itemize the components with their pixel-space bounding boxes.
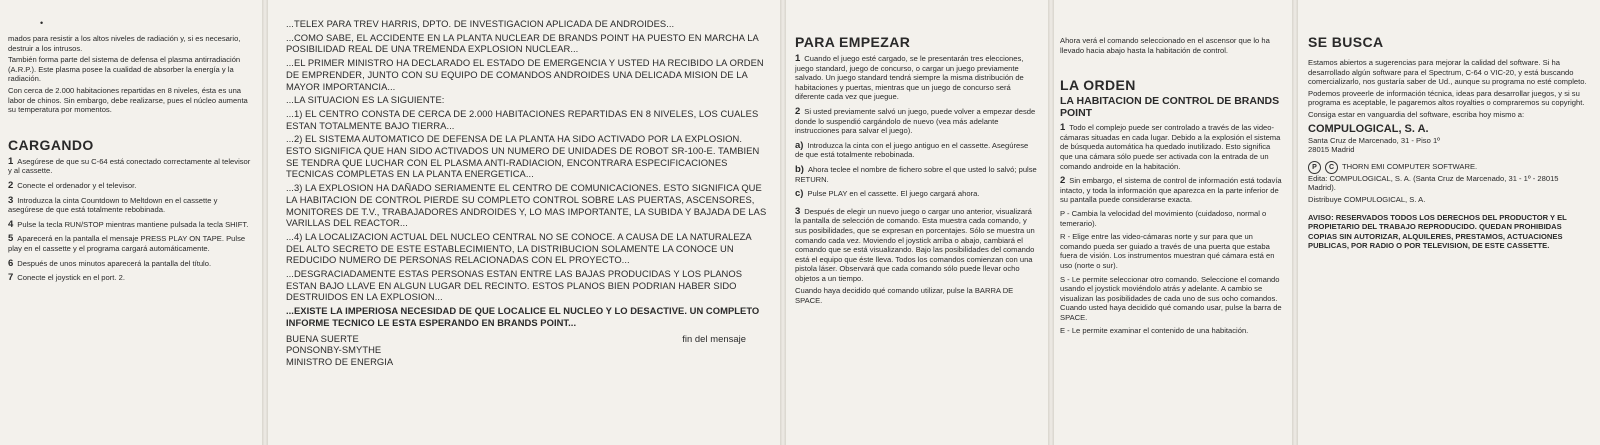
step-text: Conecte el ordenador y el televisor. [17, 180, 137, 190]
wanted-paragraph: Podemos proveerle de información técnica, ideas para desarrollar juegos, y si su programa es aceptable, le pagaremos altos royalties o compraremos su copyright. [1308, 88, 1585, 108]
panel-se-busca [1298, 0, 1600, 445]
step-item [8, 220, 252, 230]
step-number: 2 [8, 179, 14, 191]
edita-text: Edita: COMPULOGICAL, S. A. (Santa Cruz de Marcenado, 31 - 1º - 28015 Madrid). [1308, 173, 1559, 193]
loading-steps [8, 157, 252, 283]
item-number: 2 [795, 105, 801, 117]
control-room-subheading: LA HABITACION DE CONTROL DE BRANDS POINT [1060, 95, 1280, 120]
order-item [1060, 176, 1284, 205]
start-item [795, 54, 1038, 102]
signature-row [286, 333, 746, 345]
signatory-name: PONSONBY-SMYTHE [286, 344, 382, 356]
item-text: Sin embargo, el sistema de control de información está todavía intacto, y toda la información que aparezca en la parte inferior de su pantalla puede considerarse exacta. [1060, 176, 1282, 205]
wanted-paragraph: Consiga estar en vanguardia del software, escriba hoy mismo a: [1308, 109, 1525, 119]
step-number: 3 [8, 194, 14, 206]
item-number: b) [795, 163, 804, 175]
publisher-name: THORN EMI COMPUTER SOFTWARE. [1342, 162, 1478, 172]
step-item [8, 157, 252, 176]
publisher-row [1308, 161, 1588, 174]
cargando-heading: CARGANDO [8, 136, 94, 153]
step-item [8, 196, 252, 215]
wanted-paragraph: Estamos abiertos a sugerencias para mejorar la calidad del software. Si ha desarrollado algún software para el Spectrum, C-64 o VIC-20, y está buscando comercializarlo, nos gustaría saber de Ud., aunque su programa no esté completo. [1308, 58, 1587, 87]
signatory-title: MINISTRO DE ENERGIA [286, 355, 394, 367]
start-item [795, 207, 1038, 284]
start-item [795, 141, 1038, 160]
step-text: Conecte el joystick en el port. 2. [17, 273, 125, 283]
item-text: Pulse PLAY en el cassette. El juego cargará ahora. [807, 189, 980, 199]
start-item [795, 189, 1038, 199]
item-number: 3 [795, 205, 801, 217]
la-orden-heading: LA ORDEN [1060, 77, 1136, 94]
panel-la-orden [1054, 0, 1292, 445]
item-number: 1 [795, 53, 801, 64]
item-text: Ahora teclee el nombre de fichero sobre el que usted lo salvó; pulse RETURN. [795, 164, 1037, 184]
command-key-r: R - Elige entre las video-cámaras norte y sur para que un comando pueda ser guiado a través de una puerta que estaba fuera de visión. Los instrumentos muestran qué cámara está en uso (norte o sur). [1060, 232, 1275, 270]
step-text: Asegúrese de que su C-64 está conectado correctamente al televisor y al cassette. [8, 156, 251, 176]
se-busca-heading: SE BUSCA [1308, 34, 1384, 50]
copyright-icon: C [1325, 161, 1338, 174]
step-item [8, 273, 252, 283]
intro-paragraph: Con cerca de 2.000 habitaciones repartidas en 8 niveles, ésta es una labor de chinos. Sin embargo, debe realizarse, pues el núcleo aumenta su temperatura por momentos. [8, 85, 248, 115]
order-item [1060, 123, 1284, 171]
command-key-e: E - Le permite examinar el contenido de una habitación. [1060, 326, 1249, 336]
item-number: 1 [1060, 122, 1066, 134]
company-name: COMPULOGICAL, S. A. [1308, 122, 1429, 135]
panel-cargando [0, 0, 262, 445]
company-postcode: 28015 Madrid [1308, 145, 1355, 155]
item-text: Después de elegir un nuevo juego o cargar uno anterior, visualizará la pantalla de selección de comando. Esta muestra cada comando, y sus posibilidades, que se expresan en porcentajes. Sólo se muestra un comando cada vez. Moviendo el joystick arriba o abajo, cambiará el comando que se está visualizando. Bajo las posibilidades del comando está el equipo que éste lleva. Todos los comandos comienzan con una pistola láser. Observará que cada comando sólo puede llevar ocho objetos a un tiempo. [795, 206, 1035, 283]
step-item [8, 234, 252, 253]
distribuye-text: Distribuye COMPULOGICAL, S. A. [1308, 194, 1426, 204]
item-number: a) [795, 139, 804, 151]
telex-line: ...4) LA LOCALIZACION ACTUAL DEL NUCLEO CENTRAL NO SE CONOCE. A CAUSA DE LA NATURALEZA DEL ALTO SECRETO DE ESTE ESTABLECIMIENTO, LA DISTRIBUCION SOLAMENTE LA CONOCE UN REDUCIDO NUMERO DE PERSONAS RELACIONADAS CON EL PROYECTO... [286, 230, 752, 266]
intro-paragraph: mados para resistir a los altos niveles de radiación y, si es necesario, destruir a los intrusos. [8, 34, 241, 53]
intro-paragraph: También forma parte del sistema de defensa el plasma antirradiación (A.R.P.). Este plasma posee la cualidad de absorber la energía y la radiación. [8, 55, 241, 84]
company-address: Santa Cruz de Marcenado, 31 - Piso 1º [1308, 135, 1440, 145]
step-item [8, 181, 252, 191]
command-key-p: P - Cambia la velocidad del movimiento (cuidadoso, normal o temerario). [1060, 208, 1267, 228]
intro-text: Ahora verá el comando seleccionado en el ascensor que lo ha llevado hacia abajo hasta la habitación de control. [1060, 36, 1270, 55]
step-number: 6 [8, 257, 14, 269]
start-item [795, 165, 1038, 184]
start-item [795, 107, 1038, 136]
telex-line: ...DESGRACIADAMENTE ESTAS PERSONAS ESTAN ENTRE LAS BAJAS PRODUCIDAS Y LOS PLANOS ESTAN BAJO LLAVE EN ALGUN LUGAR DEL RECINTO. ESTOS PLANOS BIEN PODRIAN HABER SIDO DESTRUIDOS EN LA EXPLOSION... [286, 268, 743, 303]
telex-line: ...3) LA EXPLOSION HA DAÑADO SERIAMENTE EL CENTRO DE COMUNICACIONES. ESTO SIGNIFICA QUE LA HABITACION DE CONTROL PIERDE SU COMPLETO CONTROL SOBRE LAS PUERTAS, ASCENSORES, MONITORES DE T.V., TRABAJADORES ANDROIDES Y, LO MAS IMPORTANTE, LA SUBIDA Y BAJADA DE LAS VARILLAS DEL REACTOR... [286, 182, 767, 229]
sign-off: BUENA SUERTE [286, 332, 359, 344]
end-message: fin del mensaje [682, 332, 746, 344]
telex-line: ...1) EL CENTRO CONSTA DE CERCA DE 2.000 HABITACIONES REPARTIDAS EN 8 NIVELES, LOS CUALES ESTAN TOTALMENTE BAJO TIERRA... [286, 107, 759, 131]
bullet-mark: • [40, 18, 44, 28]
step-text: Introduzca la cinta Countdown to Meltdown en el cassette y asegúrese de que está totalmente rebobinada. [8, 195, 218, 215]
copyright-warning: AVISO: RESERVADOS TODOS LOS DERECHOS DEL PRODUCTOR Y EL PROPIETARIO DEL TRABAJO REPRODUCIDO. QUEDAN PROHIBIDAS COPIAS SIN AUTORIZAR, ALQUILERES, PRESTAMOS, ACTUACIONES PUBLICAS, POR RADIO O POR TELEVISION, DE ESTE CASSETTE. [1308, 212, 1567, 251]
item-text: Todo el complejo puede ser controlado a través de las video-cámaras situadas en cada lugar. Debido a la explosión el sistema de búsqueda automática ha quedado inutilizado. Esto significa que una cámara sólo puede ser activada con la entrada de un comando androide en la habitación. [1060, 123, 1281, 171]
telex-line: ...EL PRIMER MINISTRO HA DECLARADO EL ESTADO DE EMERGENCIA Y USTED HA RECIBIDO LA ORDEN DE EMPRENDER, JUNTO CON SU EQUIPO DE COMANDOS ANDROIDES UNA DELICADA MISION DE LA MAYOR IMPORTANCIA... [286, 57, 764, 92]
step-item [8, 259, 252, 269]
telex-line: ...LA SITUACION ES LA SIGUIENTE: [286, 94, 445, 106]
step-number: 4 [8, 218, 14, 230]
item-number: c) [795, 188, 804, 200]
telex-line: ...COMO SABE, EL ACCIDENTE EN LA PLANTA NUCLEAR DE BRANDS POINT HA PUESTO EN MARCHA LA POSIBILIDAD REAL DE UNA TREMENDA EXPLOSION NUCLEAR... [286, 31, 759, 55]
command-key-s: S - Le permite seleccionar otro comando. Seleccione el comando usando el joystick moviéndolo atrás y adelante. A cambio se visualizan las posibilidades de cada uno de sus ocho comandos. Cuando usted haya decidido qué comando usar, pulse la barra de SPACE. [1060, 274, 1282, 322]
telex-line: ...2) EL SISTEMA AUTOMATICO DE DEFENSA DE LA PLANTA HA SIDO ACTIVADO POR LA EXPLOSION. ESTO SIGNIFICA QUE HAN SIDO ACTIVADOS UN NUMERO DE UNIDADES DE ROBOT SR-100-E. TAMBIEN SE TENDRA QUE LUCHAR CON EL PLASMA ANTI-RADIACION, ENCONTRARA ESPECIFICACIONES TECNICAS COMPLETAS EN LA PLANTA ENERGETICA... [286, 133, 760, 180]
telex-line: ...TELEX PARA TREV HARRIS, DPTO. DE INVESTIGACION APLICADA DE ANDROIDES... [286, 18, 675, 29]
step-text: Pulse la tecla RUN/STOP mientras mantiene pulsada la tecla SHIFT. [17, 219, 249, 229]
item-text: Introduzca la cinta con el juego antiguo en el cassette. Asegúrese de que está totalmente rebobinada. [795, 140, 1029, 160]
step-text: Aparecerá en la pantalla el mensaje PRESS PLAY ON TAPE. Pulse play en el cassette y el programa cargará automáticamente. [8, 234, 246, 253]
step-number: 5 [8, 233, 14, 245]
step-number: 1 [8, 155, 14, 167]
closing-text: Cuando haya decidido qué comando utilizar, pulse la BARRA DE SPACE. [795, 286, 1014, 306]
para-empezar-heading: PARA EMPEZAR [795, 34, 911, 50]
step-number: 7 [8, 272, 14, 284]
item-text: Cuando el juego esté cargado, se le presentarán tres elecciones, juego standard, juego de concurso, o cargar un juego previamente salvado. Un juego standard tendrá siempre la misma distribución de habitaciones y puertas, mientras que un juego de concurso será diferente cada vez que juegue. [795, 54, 1024, 102]
telex-urgent-line: ...EXISTE LA IMPERIOSA NECESIDAD DE QUE LOCALICE EL NUCLEO Y LO DESACTIVE. UN COMPLETO INFORME TECNICO LE ESTA ESPERANDO EN BRANDS POINT... [286, 305, 760, 328]
item-number: 2 [1060, 175, 1066, 187]
panel-para-empezar [786, 0, 1048, 445]
panel-telex [268, 0, 780, 445]
thorn-emi-logo-icon: P [1308, 161, 1321, 174]
step-text: Después de unos minutos aparecerá la pantalla del título. [17, 258, 212, 268]
item-text: Si usted previamente salvó un juego, puede volver a empezar desde donde lo suspendió cargándolo de nuevo (vea más adelante instrucciones para salvar el juego). [795, 106, 1036, 136]
